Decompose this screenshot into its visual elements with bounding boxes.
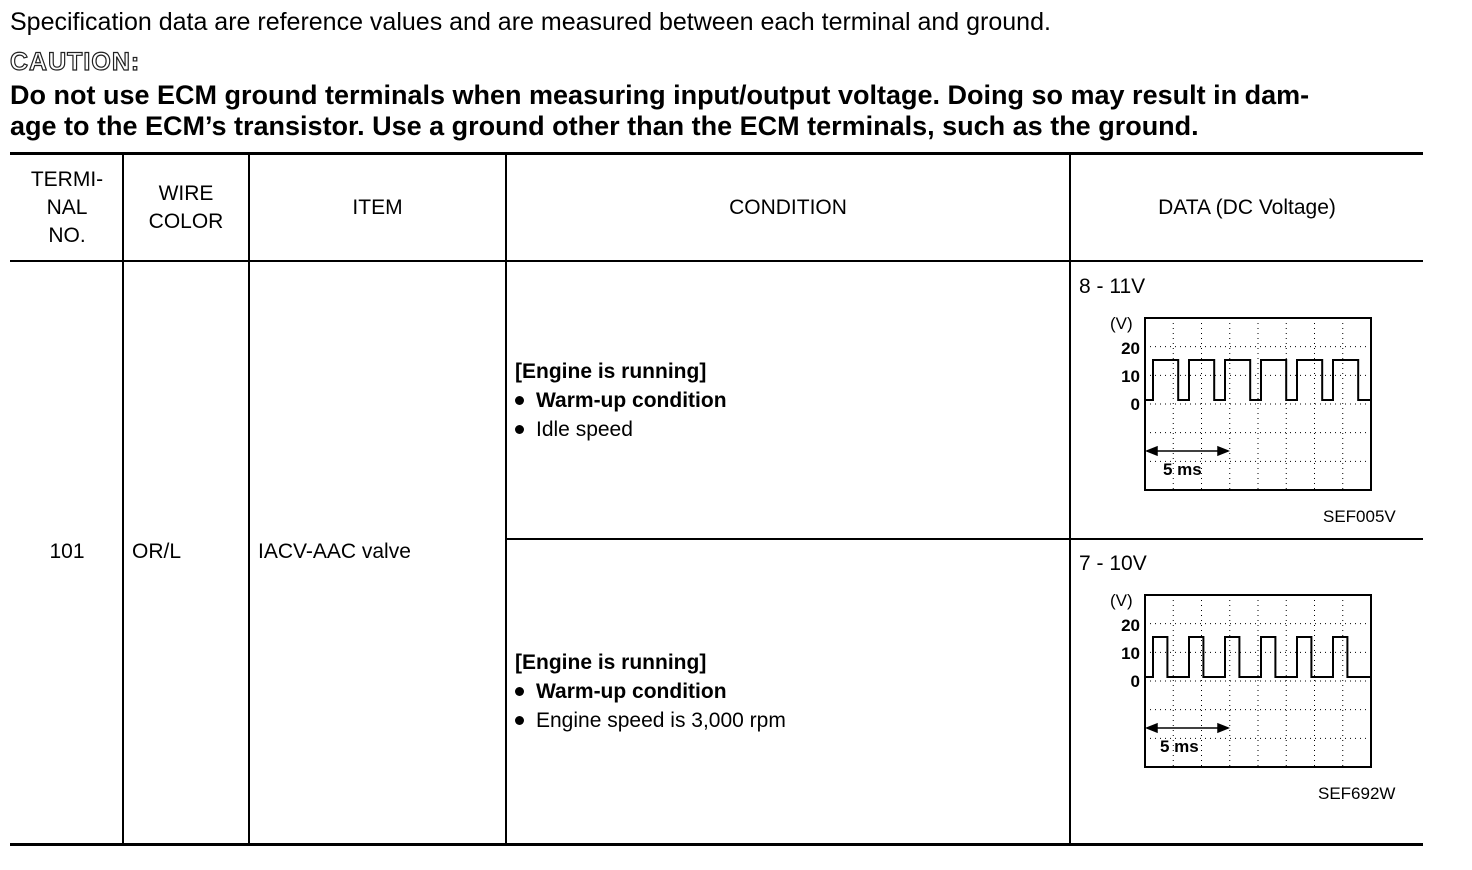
bullet-icon: [515, 396, 524, 405]
header-terminal-line-3: NO.: [48, 224, 86, 247]
figure-code-1: SEF005V: [1323, 507, 1396, 526]
header-data: DATA (DC Voltage): [1158, 196, 1336, 219]
column-divider-2: [248, 153, 250, 844]
condition-1-state: [Engine is running]: [515, 360, 707, 383]
bullet-icon: [515, 687, 524, 696]
time-span-arrow-2: [1147, 724, 1228, 732]
figure-code-2: SEF692W: [1318, 784, 1396, 803]
caution-line-1: Do not use ECM ground terminals when measuring input/output voltage. Doing so may result in dam-: [10, 80, 1310, 110]
caution-text: [10, 80, 1309, 142]
scope-y-label-20-2: 20: [1121, 616, 1140, 635]
header-wire-line-1: WIRE: [158, 182, 214, 205]
table-bottom-rule: [10, 843, 1423, 846]
column-divider-4: [1069, 153, 1071, 844]
terminal-number: 101: [49, 540, 85, 563]
oscilloscope-waveform-1: [1100, 308, 1380, 494]
time-span-label-2: 5 ms: [1160, 737, 1199, 756]
data-value-2: 7 - 10V: [1079, 552, 1147, 575]
header-wire-color: [124, 180, 248, 236]
scope-y-label-20-1: 20: [1121, 339, 1140, 358]
header-item: ITEM: [352, 196, 403, 219]
header-terminal-no: [12, 166, 122, 250]
condition-1: [515, 357, 727, 444]
scope-y-label-10-2: 10: [1121, 644, 1140, 663]
intro-text: Specification data are reference values and are measured between each terminal and ground.: [10, 8, 1051, 36]
condition-1-bullet-2: Idle speed: [536, 418, 633, 441]
scope-y-label-0-2: 0: [1130, 672, 1140, 691]
header-terminal-line-2: NAL: [46, 196, 88, 219]
caution-line-2: age to the ECM’s transistor. Use a ground other than the ECM terminals, such as the ground.: [10, 111, 1199, 141]
header-bottom-rule: [10, 260, 1423, 262]
bullet-icon: [515, 425, 524, 434]
scope-unit-label-2: (V): [1110, 591, 1133, 610]
condition-2-bullet-2: Engine speed is 3,000 rpm: [536, 709, 786, 732]
data-value-1: 8 - 11V: [1079, 275, 1146, 298]
header-wire-line-2: COLOR: [148, 210, 224, 233]
scope-unit-label-1: (V): [1110, 314, 1133, 333]
condition-divider: [507, 538, 1423, 540]
item-name: IACV-AAC valve: [258, 540, 411, 563]
time-span-label-1: 5 ms: [1163, 460, 1202, 479]
oscilloscope-waveform-2: [1100, 585, 1380, 771]
header-condition: CONDITION: [729, 196, 847, 219]
table-top-rule: [10, 152, 1423, 155]
time-span-arrow-1: [1147, 447, 1228, 455]
header-terminal-line-1: TERMI-: [30, 168, 104, 191]
condition-2-bullet-1: Warm-up condition: [536, 680, 727, 703]
caution-label: CAUTION:: [10, 48, 141, 76]
wire-color: OR/L: [132, 540, 182, 563]
condition-1-bullet-1: Warm-up condition: [536, 389, 727, 412]
condition-2-state: [Engine is running]: [515, 651, 707, 674]
scope-y-label-0-1: 0: [1130, 395, 1140, 414]
bullet-icon: [515, 716, 524, 725]
condition-2: [515, 648, 786, 735]
column-divider-1: [122, 153, 124, 844]
column-divider-3: [505, 153, 507, 844]
scope-y-label-10-1: 10: [1121, 367, 1140, 386]
